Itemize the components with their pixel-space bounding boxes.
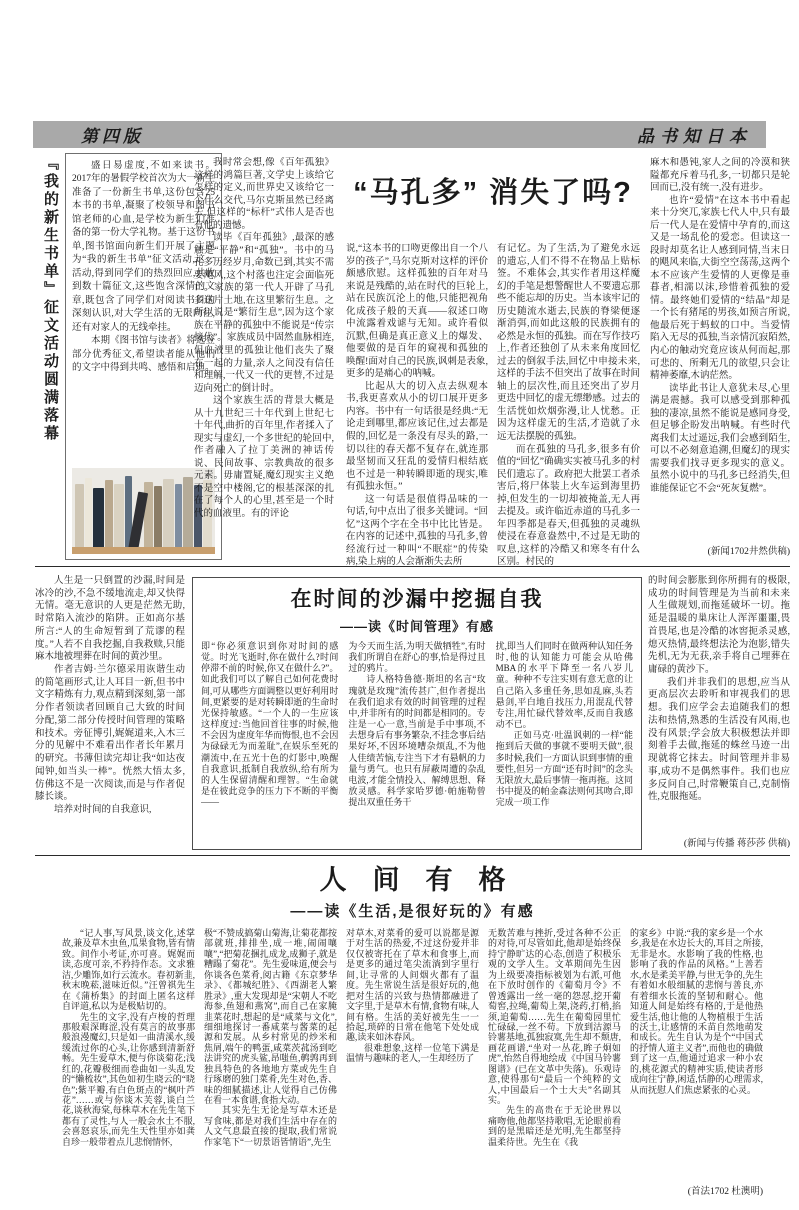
article3-columns (35, 921, 790, 1182)
article1-column-3: 有记忆。为了生活,为了避免永远的遗忘,人们不得不在物品上贴标签。不难体会,其实作者用这样魔幻的手笔是想警醒世人不要遗忘那些不能忘却的历史。当本该牢记的历史随流水逝去,民族的脊梁便逐渐消弭,而如此这般的民族拥有的必然是永恒的孤独。而在写作技巧上,作者还独创了从未来角度回忆过去的倒叙手法,回忆中申接未来,这样的手法不但突出了故事在时间轴上的层次性,而且还突出了岁月更迭中回忆的虚无缥缈感。过去的生活恍如炊烟弥漫,让人忧愁。正因为这样虚无的生活,才造就了永远无法摆脱的孤独。 而在孤独的马孔多,很多有价值的“回忆”确确实实被马孔多的村民们遗忘了。政府把大批罢工者杀害后,将尸体装上火车运到海里扔掉,但发生的一切却被掩盖,无人再去提及。或许临近赤道的马孔多一年四季都是春天,但孤独的灵魂纵使浸在春意盎然中,不过是无助的叹息,这样的冷酷又和寒冬有什么区别。村民的 (497, 244, 640, 568)
page-number-label: 第四版 (81, 127, 144, 146)
article1-title: “马孔多” 消失了吗? (353, 177, 633, 209)
sidebar-body: 盛日易虚度,不如来读书。2017年的暑假学校首次为大一新生准备了一份新生书单,这份包含25本书的书单,凝聚了校领导和图书馆老师的心血,是学校为新生们准备的第一份大学礼物。基于这份书单,图书馆面向新生们开展了主题为“我的新生书单”征文活动,这一活动,得到同学们的热烈回应,共收到数十篇征文,这些饱含深情的文章,既包含了同学们对阅读书目的深刻认识,对大学生活的无限向往,还有对家人的无线牵挂。 本期《图书馆与读者》将选登部分优秀征文,希望读者能从他们的文字中得到共鸣、感悟和启迪。 (72, 161, 215, 374)
section-divider-1 (35, 566, 790, 567)
section-divider-2 (35, 855, 790, 856)
article2-column-1: 即“你必须意识到你对时间的感觉。时光飞逝时,你在做什么?时间停滞不前的时候,你又在做什么?”。如此我们可以了解自己如何花费时间,可从哪些方面调整以更好利用时间,更紧要的是对转瞬即逝的生命时光保持敏感。“一个人的一生应该这样度过:当他回首往事的时候,他不会因为虚度年华而悔恨,也不会因为碌碌无为而羞耻”,在娱乐至死的潮流中,在五光十色的灯影中,唤醒自我意识,抵制自我放纵,给有所为的人生保留清醒和理智。“生命就是在彼此竞争的压力下不断的平衡—— (201, 641, 339, 808)
article3-subtitle: ——读《生活,是很好玩的》有感 (290, 903, 535, 920)
book-spine (105, 480, 113, 554)
sidebar-article (35, 153, 215, 560)
article3-column-5: 的家乡》中说:“我的家乡是一个水乡,我是在水边长大的,耳目之所接,无非是水。水影响了我的性格,也影响了我的作品的风格。”上善若水,水是柔美平静,与世无争的,先生有着如水般细腻的悲悯与善良,亦有着细水长流的坚韧和耐心。他知道人间是始终有格的,于是他热爱生活,他让他的人物植根于生活的沃土,让感情的禾苗自然地萌发和成长。先生自认为是个“中国式的抒情人道主义者”,而他也的确做到了这一点,他通过追求一种小农的,桃花源式的精神实质,使读者形成向往宁静,闲适,恬静的心理需求,从而抚慰人们焦虑紧张的心灵。 (630, 928, 763, 1095)
article3-column-3: 对草木,对菜肴的爱可以说都是源于对生活的热爱,不过这份爱并非仅仅被寄托在了草木和食事上,而是更多的通过笔尖流淌到字里行间,让寻常的人间烟火都有了温度。先生常说生活是很好玩的,他把对生活的兴致与热情都融进了文字里,于是草木有情,食物有味,人间有格。生活的美好被先生一一拾起,琐碎的日常在他笔下处处成趣,读来如沐春风。 很难想象,这样一位笔下满是温情与趣味的老人,一生却经历了 (346, 928, 479, 1064)
article3-column-1: “记人事,写风景,谈文化,述掌故,兼及草木虫鱼,瓜果食物,皆有情致。间作小考证,亦可喜。娓娓而读,态度可亲,不矜持作态。文求雅洁,少雕饰,如行云流水。春初新韭,秋末晚菘,滋味近似。”汪曾祺先生在《蒲桥集》的封面上匿名这样自评道,私以为是极贴切的。 先生的文字,没有卢梭的哲理那般艰深晦涩,没有莫言的故事那般浪漫魔幻,只是如一曲清溪水,缓缓流过你的心头,让你感到清新舒畅。先生爱草木,便与你谈菊花;浅红的,花瓣极细而卷曲如一头乱发的“懒梳妆”,其色如初生晓云的“晓色”;紫平瓣,有白色斑点的“枫叶芦花”……或与你谈木芙蓉,谈白兰花,谈秋海棠,每株草木在先生笔下都有了灵性,与人一般会水土不服,会喜怒哀乐,而先生天性里亦如龚自珍一般带着点儿悲悯情怀, (62, 928, 195, 1147)
article1-column-2: 说,“这本书的口吻更像出自一个八岁的孩子”,马尔克斯对这样的评价颇感欣慰。这样孤独的百年对马来说是残酷的,站在时代的巨轮上,站在民族沉沦上的他,只能把视角化成孩子般的天真——叙述口吻中流露着戏谑与无知。或许看似沉默,但确是真正意义上的爆发、他要做的是百年的窥视和孤独的唤醒!面对自己的民族,讽刺是表象,更多的是痛心的呐喊。 比起从大的切入点去纵观本书,我更喜欢从小的切口展开更多内容。书中有一句话很是经典:“无论走到哪里,都应该记住,过去都是假的,回忆是一条没有尽头的路,一切以往的春天都不复存在,就连那最坚韧而又狂乱的爱情归根结底也不过是一种转瞬即逝的现实,唯有孤独永恒。” 这一句话是很值得品味的一句话,句中点出了很多关键词。“回忆”这两个字在全书中比比皆是。在内容的记述中,孤独的马孔多,曾经流行过一种叫“不眠症”的传染病,染上病的人会渐渐失去所 (346, 244, 488, 568)
article1-column-4: 麻木和愚钝,家人之间的冷漠和狭隘都充斥着马孔多,一切都只是轮回而已,没有统一,没有进步。 也许“爱情”在这本书中看起来十分突兀,家族七代人中,只有最后一代人是在爱情中孕育的,而这又是一场乱伦的爱恋。但读这一段时却莫名让人感到同情,当末日的飓风来临,大街空空荡荡,这两个本不应该产生爱情的人更像是垂暮者,相濡以沫,珍惜着孤独的爱情。最终她们爱情的“结晶”却是一个长有猪尾的男孩,如预言所说,他最后死于蚂蚁的口中。当爱情陷入无尽的孤独,当亲情沉寂陌然,内心的触动究竟应该从何而起,那可悲的、所剩无几的欲望,只会让精神萎靡,木讷茫然。 读毕此书让人意犹未尽,心里满是震撼。我可以感受到那种孤独的凄凉,虽然不能说是感同身受,但足够企盼发出呐喊。有些时代离我们太过遥远,我们会感到陌生,可以不必刻意追溯,但魔幻的现实需要我们找寻更多现实的意义。虽然小说中的马孔多已经消失,但谁能保证它不会“死灰复燃”。 (650, 158, 790, 494)
article2-columns (201, 641, 633, 847)
article1-attribution: (新闻1702井然供稿) (707, 547, 790, 557)
article1-column-1: 我时常会想,像《百年孤独》这样的鸿篇巨著,文学史上该给它怎样的定义,而世界史又该给它一个什么交代,马尔克斯虽然已经离去,但这样的“标杆”式伟人是否也有他的遗憾。 读毕《百年孤独》,最深的感触是“平静”和“孤独”。书中的马孔多历经岁月,命数已到,其实不需要飓风,这个村落也注定会面临死亡。家族的第一代人开辟了马孔多这片土地,在这里繁衍生息。之所以说是“繁衍生息”,因为这个家族在平静的孤独中不能说是“传宗接代”。家族成员中固然血脉相连,但血液里的孤独让他们丧失了聚在一起的力量,亲人之间没有信任和理解,一代又一代的更替,不过是迈向死亡的倒计时。 这个家族生活的背景大概是从十九世纪三十年代到上世纪七十年代,曲折的百年里,作者揉入了现实与虚幻,一个多世纪的轮回中,作者融入了拉丁美洲的神话传说、民间故事、宗教典故的很多元素。毋庸置疑,魔幻现实主义绝不是空中楼阁,它的根基深深的扎在了每个人的心里,甚至是一个时代的血液里。有的评论 (194, 158, 334, 519)
article2-title: 在时间的沙漏中挖掘自我 (290, 588, 544, 611)
book-spine (75, 484, 84, 554)
article2-attribution: (新闻与传播 蒋莎莎 供稿) (683, 839, 790, 849)
article3-column-4: 无数苦难与挫折,受过各种不公正的对待,可尽管如此,他却是始终保持宁静旷达的心态,创造了积极乐观的文学人生。文革期间先生因为上级要凑指标被划为右派,可他在下放时创作的《葡萄月令》不曾透露出一丝一毫的怨怼,挖开葡萄窖,拉绳,葡萄上架,浇药,打梢,掐须,追葡萄……先生在葡萄园里忙忙碌碌,一丝不苟。下放到沽源马铃薯基地,孤独寂寞,先生却不颓唐,画花画谱,“坐对一丛花,眸子炯如虎”,怡然自得地绘成《中国马铃薯图谱》(已在文革中失落)。乐观诗意,使得那句“最后一个纯粹的文人,中国最后一个士大夫”名副其实。 先生的高贵在于无论世界以痛吻他,他都坚持歌唱,无论眼前看到的是黑暗还是光明,先生都坚持温柔待世。先生在《我 (488, 928, 621, 1147)
article3 (35, 858, 790, 1197)
middle-left-column: 人生是一只倒置的沙漏,时间是冰冷的沙,不急不缓地流走,却又快得无情。毫无意识的人更是茫然无助,时常陷入流沙的陷阱。正如高尔基所言:“人的生命短暂到了荒谬的程度。”人若不自我挖掘,自我救赎,只能麻木地被埋葬在时间的黄沙里。 作者吉姆·兰尔德采用诙谐生动的简笔画形式,让人耳目一新,但书中文字精炼有力,观点精到深刻,第一部分作者领读者回顾自己大致的时间分配,第二部分传授时间管理的策略和技术。旁征博引,娓娓道来,入木三分的见解中不难看出作者长年累月的研究。书薄但读完却让我“如达夜闻钟,如当头一棒”。恍然大悟太多,仿佛这不是一次阅读,而是与作者促膝长谈。 培养对时间的自我意识, (35, 576, 185, 815)
article3-column-2: 极“不赞成搞菊山菊海,让菊花都按部就班,排排坐,成一堆,闹闹嚷嚷”,“把菊花捆扎成龙,成狮子,就是糟蹋了菊花”。先生爱味道,便会与你谈各色菜肴,阅古籍《东京梦华录》、《都城纪胜》、《西湖老人繁胜录》,重大发现却是“宋朝人不吃海参,鱼翅和燕窝”,而自己在家腌韭菜花时,想起的是“咸菜与文化”,细细地探讨一番咸菜与酱菜的起源和发展。从乡村常见的炒米和焦屑,端午的鸭蛋,咸菜茨菰汤到吃法讲究的虎头鲨,昂嗤鱼,鹌鹑再到独具特色的各地地方菜或先生自行琢磨的独门菜肴,先生对色,香、味的细腻描述,让人觉得自己仿佛在看一本食谱,食指大动。 其实先生无论是写草木还是写食味,都是对我们生活中存在的人文气息最直接的提取,我们常说作家笔下“一切景语皆情语”,先生 (204, 928, 337, 1147)
page-header-bar (33, 121, 766, 148)
article2-column-3: 扰,即当人们同时在做两种认知任务时,他的认知能力可能会从哈佛MBA的水平下降至一名八岁儿童。种种不专注实则有意无意的让自己陷入多重任务,思如乱麻,头若悬剑,平白地自找压力,用混乱代替专注,用忙碌代替效率,反而自我感动不已。 正如马克·吐温讽刺的一样“能拖到后天做的事就不要明天做”,很多时候,我们一方面认识到事情的重要性,但另一方面“还有时间”的念头无限放大,最后事情一拖再拖。这同书中提及的帕金森法则何其吻合,即完成一项工作 (495, 641, 633, 808)
book-spine (85, 478, 92, 554)
middle-right-column: 的时间会膨胀到你所拥有的极限,成功的时间管理是为当前和未来人生做规划,而拖延破坏一切。拖延是温暖的巢床让人浑浑噩噩,畏首畏尾,也是冷酷的冰窖扼杀灵感,熄灭热情,最终想法沦为泡影,错失先机,无为无获,亲手将自己埋葬在庸碌的黄沙下。 我们并非我们的思想,应当从更高层次去聆听和审视我们的思想。我们应学会去追随我们的想法和热情,熟悉的生活没有风雨,也没有风景;学会放大积极想法并即刻着手去做,拖延的蛛丝马迹一出现就将它抹去。时间管理并非易事,成功不是偶然事件。我们也应多反问自己,时常鞭策自己,克制惰性,克服拖延。 (648, 576, 790, 803)
book-spine (154, 486, 162, 554)
book-spine (114, 484, 124, 554)
book-spine (183, 477, 193, 554)
section-name-label: 品书知日本 (637, 127, 752, 146)
article3-attribution: (首法1702 杜澳明) (687, 1187, 763, 1197)
sidebar-vertical-title: 『我的新生书单』征文活动圆满落幕 (42, 155, 59, 443)
book-spine (163, 479, 174, 554)
article2-column-2: 为今天而生活,为明天做牺牲”,有时我们所谓自在舒心的事,恰是得过且过的鸦片。 诗人格特鲁德·斯坦的名言“玫瑰就是玫瑰”流传甚广,但作者提出在我们追求有效的时间管理的过程中,并非所有的时间都是相同的。专注是一心一意,当前是手中事项,不去想身后有事务繁杂,不挂念事后结果好坏,不因环境嘈杂烦乱,不为他人佳绩苦恼,专注当下才有悬帆的力量与勇气。也只有屏蔽周遭的杂乱电波,才能全情投入、解缚思想、释放灵感。科学家哈罗德·帕施勒曾提出双重任务干 (348, 641, 486, 808)
article2-subtitle: ——读《时间管理》有感 (339, 619, 494, 634)
book-spine (93, 488, 104, 554)
book-spine (175, 484, 182, 554)
article3-title: 人间有格 (319, 865, 532, 895)
article2-box (192, 577, 642, 850)
